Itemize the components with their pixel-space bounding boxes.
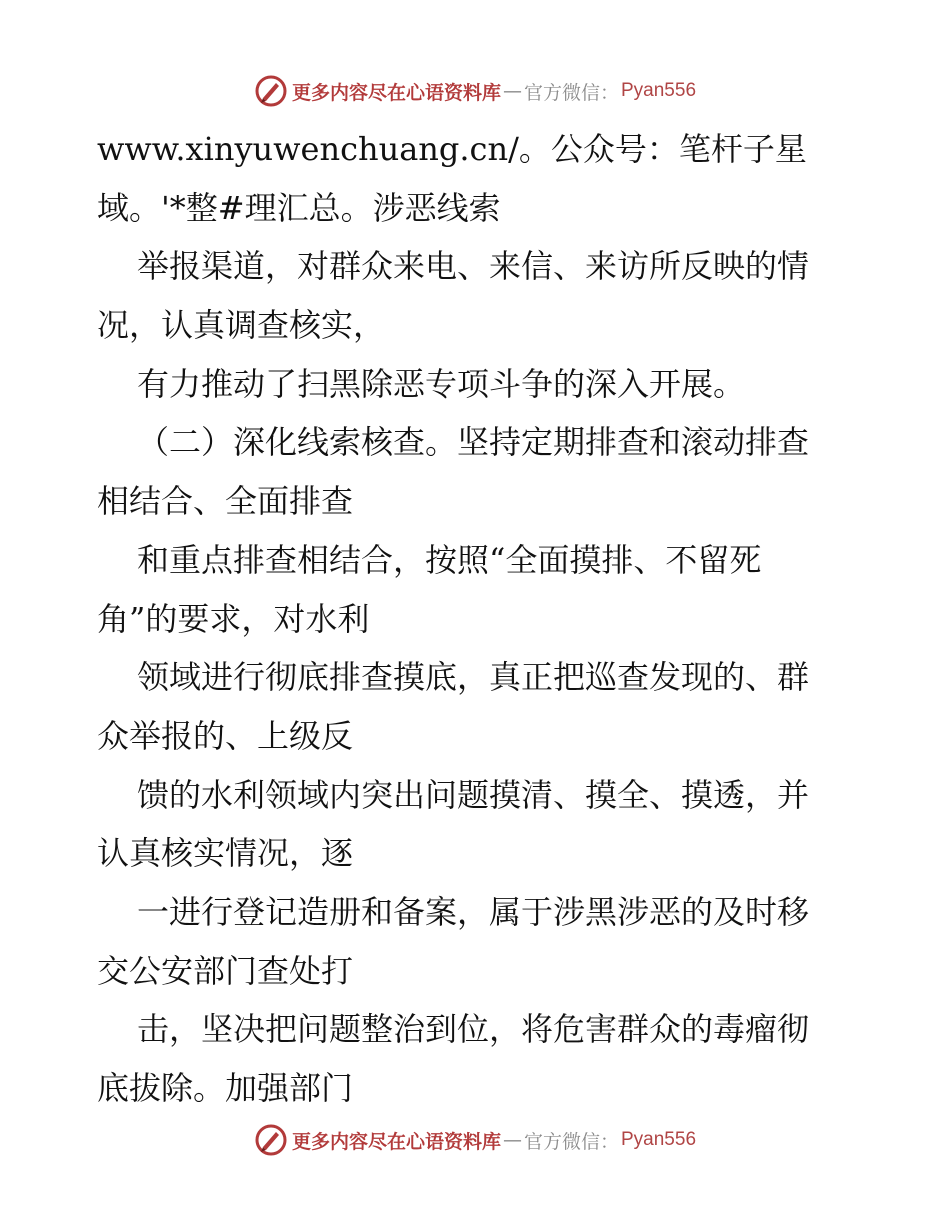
text-line: 举报渠道，对群众来电、来信、来访所反映的情 xyxy=(137,247,810,286)
text-line: 有力推动了扫黑除恶专项斗争的深入开展。 xyxy=(137,364,746,403)
text-line: www.xinyuwenchuang.cn/。公众号：笔杆子星 xyxy=(97,130,807,168)
text-line: 域。'*整#理汇总。涉恶线索 xyxy=(97,188,501,227)
text-line: 一进行登记造册和备案，属于涉黑涉恶的及时移 xyxy=(137,892,810,931)
text-line: 击，坚决把问题整治到位，将危害群众的毒瘤彻 xyxy=(137,1010,810,1049)
header-wechat-label: 官方微信： xyxy=(523,81,619,104)
text-line: 况，认真调查核实， xyxy=(97,306,386,345)
pen-logo-icon xyxy=(254,1123,288,1157)
text-line: 底拔除。加强部门 xyxy=(97,1069,354,1107)
text-line: 角”的要求，对水利 xyxy=(97,599,370,638)
text-line: （二）深化线索核查。坚持定期排查和滚动排查 xyxy=(137,423,810,462)
header-dash: — xyxy=(502,80,522,102)
text-line: 众举报的、上级反 xyxy=(97,716,354,755)
pen-logo-icon xyxy=(254,74,288,108)
footer-watermark-banner xyxy=(0,1120,950,1160)
text-line: 领域进行彻底排查摸底，真正把巡查发现的、群 xyxy=(137,658,810,697)
document-body xyxy=(97,120,857,1118)
text-line: 馈的水利领域内突出问题摸清、摸全、摸透，并 xyxy=(137,775,810,814)
header-watermark-banner xyxy=(0,71,950,111)
footer-site-text: 更多内容尽在心语资料库 xyxy=(291,1130,501,1153)
footer-dash: — xyxy=(502,1129,522,1151)
header-wechat-id: Pyan556 xyxy=(621,80,697,101)
text-line: 相结合、全面排查 xyxy=(97,482,354,521)
text-line: 和重点排查相结合，按照“全面摸排、不留死 xyxy=(137,540,762,579)
text-line: 认真核实情况，逐 xyxy=(97,834,354,873)
footer-wechat-label: 官方微信： xyxy=(523,1130,619,1153)
header-site-text: 更多内容尽在心语资料库 xyxy=(291,81,501,104)
text-line: 交公安部门查处打 xyxy=(97,951,354,990)
footer-wechat-id: Pyan556 xyxy=(621,1129,697,1150)
